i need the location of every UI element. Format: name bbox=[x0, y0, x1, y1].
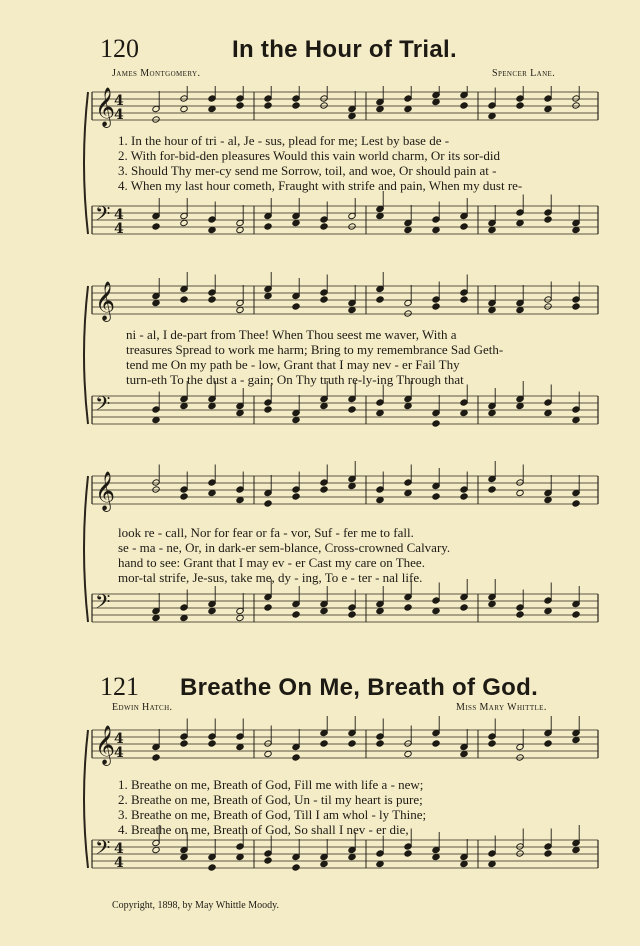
time-signature: 4 bbox=[114, 841, 124, 857]
hymn-120-system-1 bbox=[0, 86, 640, 266]
note-head bbox=[460, 223, 468, 230]
note-head bbox=[572, 611, 580, 618]
note-head bbox=[264, 406, 272, 413]
bass-clef-icon: 𝄢 bbox=[95, 392, 111, 420]
note-head bbox=[488, 306, 496, 313]
note-head bbox=[320, 607, 328, 614]
note-head bbox=[208, 226, 216, 233]
verse-line-3: 3. Breathe on me, Breath of God, Till I am whol - ly Thine; bbox=[118, 807, 427, 822]
note-head bbox=[404, 750, 412, 757]
note-head bbox=[208, 740, 216, 747]
note-head bbox=[404, 402, 412, 409]
bass-clef-icon: 𝄢 bbox=[95, 590, 111, 618]
bass-staff bbox=[92, 202, 598, 237]
note-head bbox=[488, 860, 496, 867]
brace-icon bbox=[84, 730, 88, 868]
note-head bbox=[264, 857, 272, 864]
note-head bbox=[208, 296, 216, 303]
note-head bbox=[488, 226, 496, 233]
note-head bbox=[236, 102, 244, 109]
note-head bbox=[152, 416, 160, 423]
hymn-121-system bbox=[0, 716, 640, 896]
note-head bbox=[460, 493, 468, 500]
note-head bbox=[152, 754, 160, 761]
bass-clef-icon: 𝄢 bbox=[95, 202, 111, 230]
note-head bbox=[320, 296, 328, 303]
note-head bbox=[488, 740, 496, 747]
note-head bbox=[320, 223, 328, 230]
note-head bbox=[152, 846, 160, 853]
note-head bbox=[488, 600, 496, 607]
verse-line-3: 3. Should Thy mer-cy send me Sorrow, toil, and woe, Or should pain at - bbox=[118, 163, 497, 178]
note-head bbox=[432, 853, 440, 860]
treble-clef-icon: 𝄞 bbox=[95, 725, 116, 765]
note-head bbox=[572, 102, 580, 109]
hymn-120-number: 120 bbox=[100, 34, 139, 63]
note-head bbox=[264, 292, 272, 299]
note-head bbox=[292, 611, 300, 618]
note-head bbox=[236, 409, 244, 416]
note-head bbox=[460, 102, 468, 109]
note-head bbox=[348, 406, 356, 413]
note-head bbox=[572, 846, 580, 853]
verse-line-4: 4. When my last hour cometh, Fraught with strife and pain, When my dust re- bbox=[118, 178, 523, 193]
note-head bbox=[348, 853, 356, 860]
note-head bbox=[544, 496, 552, 503]
note-head bbox=[376, 740, 384, 747]
note-head bbox=[572, 416, 580, 423]
note-head bbox=[208, 607, 216, 614]
note-head bbox=[236, 743, 244, 750]
verse-line-4: mor-tal strife, Je-sus, take me, dy - ing, To e - ter - nal life. bbox=[118, 570, 423, 585]
treble-clef-icon: 𝄞 bbox=[95, 471, 116, 511]
note-head bbox=[208, 402, 216, 409]
note-head bbox=[404, 105, 412, 112]
note-head bbox=[180, 296, 188, 303]
note-head bbox=[348, 740, 356, 747]
note-head bbox=[208, 489, 216, 496]
note-head bbox=[320, 102, 328, 109]
note-head bbox=[180, 219, 188, 226]
note-head bbox=[432, 493, 440, 500]
verse-line-2: 2. Breathe on me, Breath of God, Un - til my heart is pure; bbox=[118, 792, 423, 807]
verse-line-1: 1. In the hour of tri - al, Je - sus, plead for me; Lest by base de - bbox=[118, 133, 450, 148]
notes bbox=[152, 272, 598, 317]
note-head bbox=[516, 611, 524, 618]
note-head bbox=[544, 607, 552, 614]
note-head bbox=[236, 614, 244, 621]
treble-clef-icon: 𝄞 bbox=[95, 281, 116, 321]
note-head bbox=[180, 614, 188, 621]
note-head bbox=[460, 750, 468, 757]
note-head bbox=[516, 102, 524, 109]
copyright-notice: Copyright, 1898, by May Whittle Moody. bbox=[112, 900, 279, 911]
note-head bbox=[264, 102, 272, 109]
note-head bbox=[180, 493, 188, 500]
notes bbox=[152, 86, 598, 123]
note-head bbox=[488, 486, 496, 493]
note-head bbox=[320, 402, 328, 409]
note-head bbox=[516, 850, 524, 857]
note-head bbox=[460, 860, 468, 867]
note-head bbox=[292, 416, 300, 423]
verse-line-2: se - ma - ne, Or, in dark-er sem-blance, Cross-crowned Calvary. bbox=[118, 540, 451, 555]
note-head bbox=[180, 105, 188, 112]
note-head bbox=[572, 303, 580, 310]
notes bbox=[152, 381, 598, 427]
verse-line-3: tend me On my path be - low, Grant that I may nev - er Fail Thy bbox=[126, 357, 460, 372]
note-head bbox=[404, 226, 412, 233]
notes bbox=[152, 191, 598, 234]
note-head bbox=[208, 105, 216, 112]
note-head bbox=[460, 604, 468, 611]
notes bbox=[152, 716, 598, 761]
hymn-120-title: In the Hour of Trial. bbox=[232, 36, 457, 63]
note-head bbox=[544, 216, 552, 223]
note-head bbox=[404, 310, 412, 317]
note-head bbox=[236, 853, 244, 860]
note-head bbox=[432, 607, 440, 614]
note-head bbox=[432, 420, 440, 427]
treble-staff bbox=[92, 471, 598, 512]
note-head bbox=[432, 740, 440, 747]
note-head bbox=[180, 853, 188, 860]
notes bbox=[152, 461, 598, 507]
hymn-120-author: James Montgomery. bbox=[112, 68, 201, 79]
hymn-120-composer: Spencer Lane. bbox=[492, 68, 556, 79]
svg-text:4: 4 bbox=[114, 221, 124, 237]
note-head bbox=[292, 303, 300, 310]
note-head bbox=[488, 112, 496, 119]
hymn-121-title: Breathe On Me, Breath of God. bbox=[180, 674, 539, 701]
note-head bbox=[236, 226, 244, 233]
brace-icon bbox=[84, 286, 88, 424]
note-head bbox=[432, 303, 440, 310]
note-head bbox=[572, 736, 580, 743]
note-head bbox=[376, 607, 384, 614]
note-head bbox=[516, 306, 524, 313]
note-head bbox=[376, 105, 384, 112]
note-head bbox=[404, 850, 412, 857]
treble-clef-icon: 𝄞 bbox=[95, 87, 116, 127]
note-head bbox=[460, 296, 468, 303]
note-head bbox=[516, 489, 524, 496]
note-head bbox=[264, 750, 272, 757]
note-head bbox=[404, 604, 412, 611]
note-head bbox=[152, 299, 160, 306]
note-head bbox=[544, 105, 552, 112]
note-head bbox=[376, 212, 384, 219]
note-head bbox=[432, 226, 440, 233]
note-head bbox=[348, 306, 356, 313]
note-head bbox=[292, 102, 300, 109]
hymn-120-system-2 bbox=[0, 272, 640, 452]
note-head bbox=[516, 402, 524, 409]
note-head bbox=[320, 860, 328, 867]
note-head bbox=[292, 219, 300, 226]
note-head bbox=[208, 864, 216, 871]
verse-line-4: 4. Breathe on me, Breath of God, So shall I nev - er die, bbox=[118, 822, 409, 837]
note-head bbox=[376, 296, 384, 303]
bass-clef-icon: 𝄢 bbox=[95, 836, 111, 864]
note-head bbox=[544, 409, 552, 416]
note-head bbox=[292, 864, 300, 871]
verse-line-1: ni - al, I de-part from Thee! When Thou seest me waver, With a bbox=[126, 327, 457, 342]
brace-icon bbox=[84, 476, 88, 622]
note-head bbox=[404, 489, 412, 496]
note-head bbox=[264, 604, 272, 611]
note-head bbox=[572, 226, 580, 233]
note-head bbox=[320, 486, 328, 493]
note-head bbox=[348, 611, 356, 618]
time-signature: 4 bbox=[114, 207, 124, 223]
note-head bbox=[292, 493, 300, 500]
note-head bbox=[264, 500, 272, 507]
note-head bbox=[348, 482, 356, 489]
note-head bbox=[236, 496, 244, 503]
note-head bbox=[460, 409, 468, 416]
note-head bbox=[348, 223, 356, 230]
note-head bbox=[152, 116, 160, 123]
note-head bbox=[376, 860, 384, 867]
verse-line-4: turn-eth To the dust a - gain; On Thy truth re-ly-ing Through that bbox=[126, 372, 464, 387]
note-head bbox=[348, 112, 356, 119]
note-head bbox=[236, 306, 244, 313]
note-head bbox=[152, 486, 160, 493]
note-head bbox=[152, 614, 160, 621]
note-head bbox=[516, 754, 524, 761]
note-head bbox=[376, 409, 384, 416]
note-head bbox=[516, 219, 524, 226]
note-head bbox=[544, 740, 552, 747]
verse-line-3: hand to see: Grant that I may ev - er Cast my care on Thee. bbox=[118, 555, 425, 570]
note-head bbox=[180, 402, 188, 409]
note-head bbox=[544, 303, 552, 310]
note-head bbox=[292, 754, 300, 761]
note-head bbox=[180, 740, 188, 747]
hymn-121-author: Edwin Hatch. bbox=[112, 702, 173, 713]
hymn-121-number: 121 bbox=[100, 672, 139, 701]
hymn-121-composer: Miss Mary Whittle. bbox=[456, 702, 547, 713]
hymn-120-system-3 bbox=[0, 460, 640, 650]
note-head bbox=[264, 223, 272, 230]
verse-line-1: 1. Breathe on me, Breath of God, Fill me with life a - new; bbox=[118, 777, 424, 792]
verse-line-1: look re - call, Nor for fear or fa - vor, Suf - fer me to fall. bbox=[118, 525, 414, 540]
note-head bbox=[320, 740, 328, 747]
bass-staff bbox=[92, 836, 598, 871]
time-signature: 4 bbox=[114, 731, 124, 747]
note-head bbox=[152, 223, 160, 230]
note-head bbox=[544, 850, 552, 857]
svg-text:4: 4 bbox=[114, 855, 124, 871]
svg-text:4: 4 bbox=[114, 107, 124, 123]
svg-text:4: 4 bbox=[114, 745, 124, 761]
note-head bbox=[432, 98, 440, 105]
note-head bbox=[488, 409, 496, 416]
verse-line-2: 2. With for-bid-den pleasures Would this vain world charm, Or its sor-did bbox=[118, 148, 500, 163]
note-head bbox=[376, 496, 384, 503]
note-head bbox=[572, 500, 580, 507]
brace-icon bbox=[84, 92, 88, 234]
time-signature: 4 bbox=[114, 93, 124, 109]
verse-line-2: treasures Spread to work me harm; Bring to my remembrance Sad Geth- bbox=[126, 342, 504, 357]
